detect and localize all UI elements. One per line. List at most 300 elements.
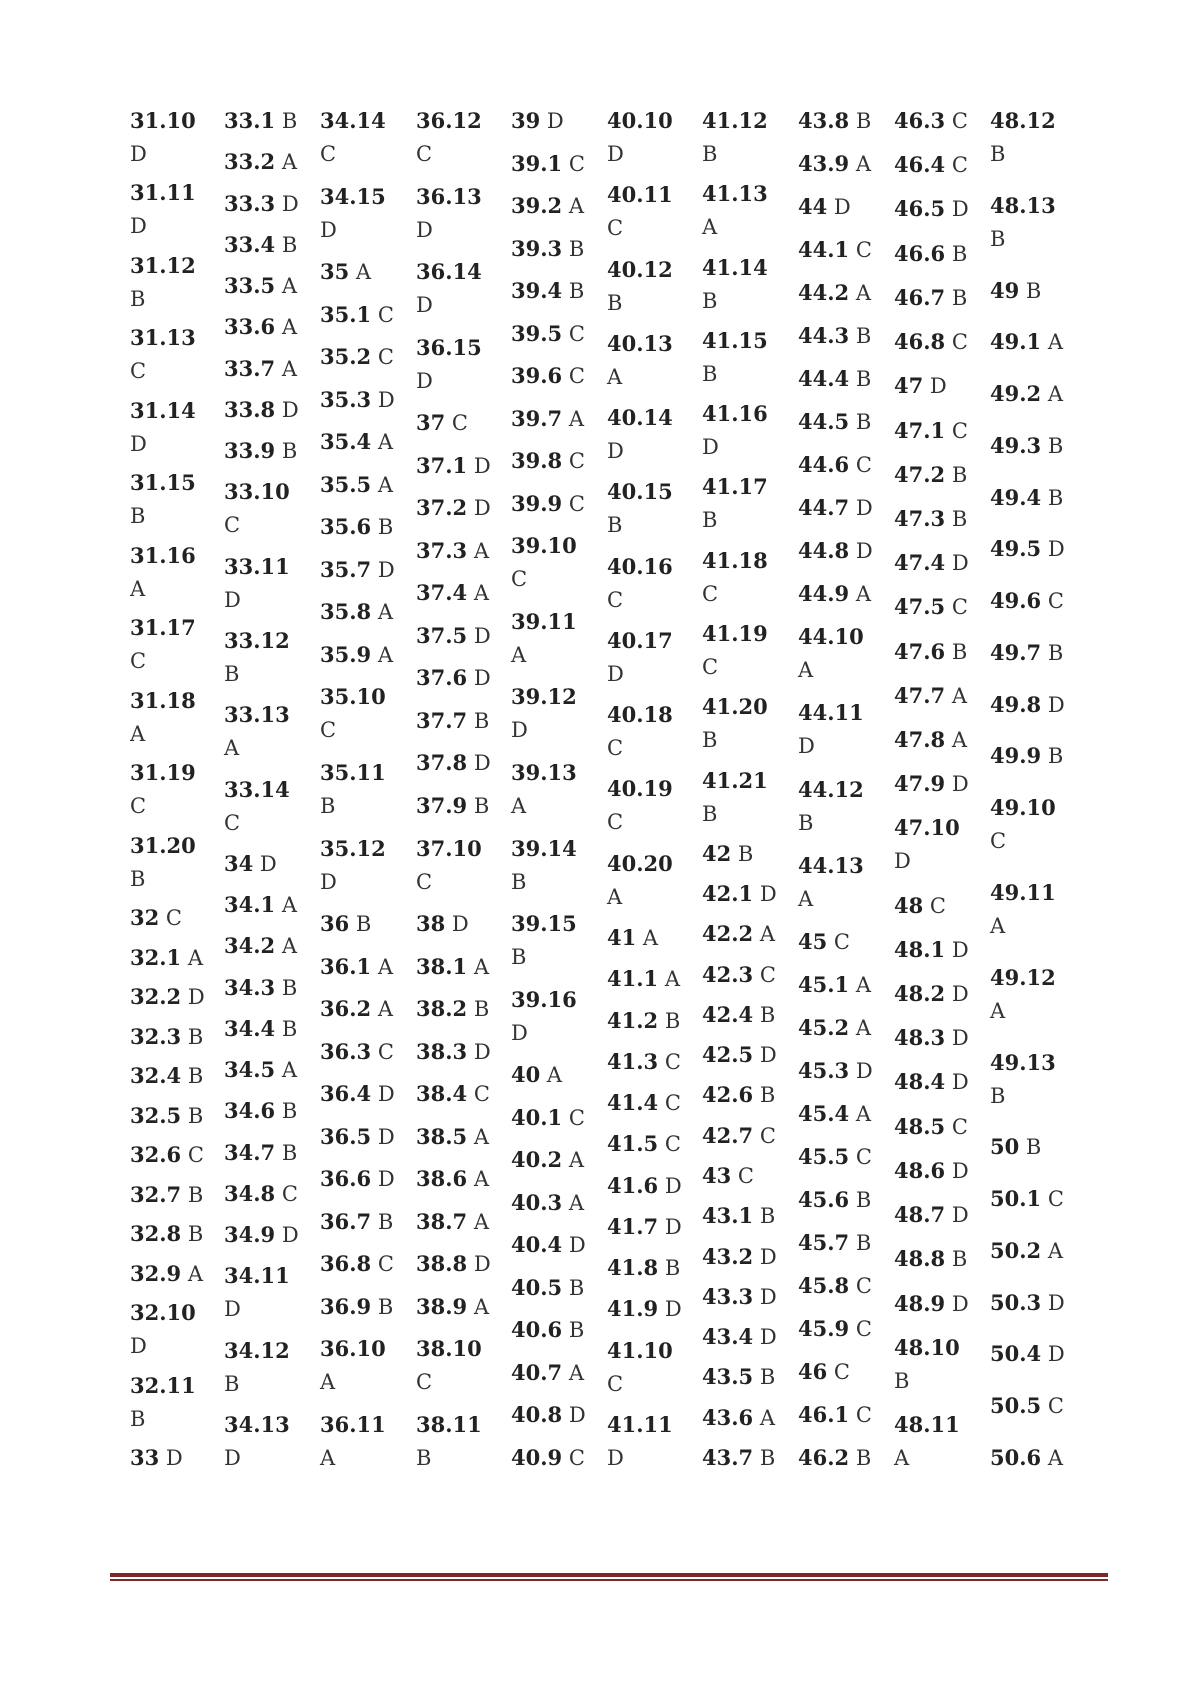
- question-number: 41.7: [607, 1214, 659, 1239]
- answer-letter: B: [855, 1231, 872, 1255]
- answer-letter: A: [187, 946, 204, 970]
- answer-letter: C: [855, 1274, 872, 1298]
- answer-letter: B: [855, 1446, 872, 1470]
- answer-item: [702, 324, 796, 391]
- answer-item: [320, 1120, 414, 1154]
- answer-item: [416, 950, 510, 984]
- answer-letter: D: [320, 218, 337, 242]
- question-number: 48.6: [894, 1158, 946, 1183]
- answer-item: [990, 636, 1084, 670]
- question-number: 36.4: [320, 1081, 372, 1106]
- question-number: 40.14: [607, 405, 673, 430]
- question-number: 33.13: [224, 702, 290, 727]
- answer-item: [798, 1183, 892, 1217]
- question-number: 44.3: [798, 323, 850, 348]
- question-number: 42.7: [702, 1123, 754, 1148]
- answer-letter: C: [281, 1182, 298, 1206]
- answer-item: [511, 232, 605, 266]
- answer-item: [416, 180, 510, 247]
- answer-letter: A: [855, 973, 872, 997]
- question-number: 44.7: [798, 495, 850, 520]
- answer-letter: D: [416, 293, 433, 317]
- answer-item: [894, 767, 988, 801]
- question-number: 33.10: [224, 479, 290, 504]
- question-number: 34.15: [320, 184, 386, 209]
- answer-letter: A: [798, 887, 814, 911]
- question-number: 45.8: [798, 1273, 850, 1298]
- answer-letter: A: [130, 577, 146, 601]
- question-number: 32.11: [130, 1373, 196, 1398]
- answer-letter: A: [473, 1167, 490, 1191]
- question-number: 48.5: [894, 1114, 946, 1139]
- question-number: 49.1: [990, 329, 1042, 354]
- answer-letter: D: [473, 1252, 491, 1276]
- answer-letter: D: [759, 1043, 777, 1067]
- question-number: 40.16: [607, 554, 673, 579]
- question-number: 46.7: [894, 285, 946, 310]
- answer-item: [224, 104, 318, 138]
- answer-letter: B: [281, 1017, 298, 1041]
- answer-letter: D: [1047, 1342, 1065, 1366]
- answer-letter: A: [473, 1210, 490, 1234]
- answer-item: [798, 696, 892, 763]
- answer-letter: B: [990, 227, 1006, 251]
- answer-item: [224, 847, 318, 881]
- answer-item: [416, 1205, 510, 1239]
- question-number: 40.15: [607, 479, 673, 504]
- question-number: 43.9: [798, 151, 850, 176]
- answer-letter: B: [130, 867, 146, 891]
- answer-item: [894, 933, 988, 967]
- question-number: 34.13: [224, 1412, 290, 1437]
- question-number: 31.13: [130, 325, 196, 350]
- answer-letter: C: [702, 655, 719, 679]
- answer-item: [511, 317, 605, 351]
- question-number: 35.8: [320, 599, 372, 624]
- answer-letter: A: [130, 722, 146, 746]
- answer-item: [320, 1077, 414, 1111]
- answer-item: [416, 255, 510, 322]
- answer-item: [224, 1053, 318, 1087]
- answer-item: [511, 359, 605, 393]
- answer-item: [894, 237, 988, 271]
- question-number: 31.11: [130, 180, 196, 205]
- answer-letter: D: [759, 1325, 777, 1349]
- answer-item: [990, 688, 1084, 722]
- question-number: 38.3: [416, 1039, 468, 1064]
- answer-item: [894, 977, 988, 1011]
- answer-item: [990, 189, 1084, 256]
- answer-letter: C: [737, 1164, 754, 1188]
- answer-item: [511, 104, 605, 138]
- question-number: 50.3: [990, 1290, 1042, 1315]
- question-number: 41.5: [607, 1131, 659, 1156]
- question-number: 41.20: [702, 694, 768, 719]
- question-number: 37.2: [416, 495, 468, 520]
- answer-letter: C: [320, 142, 337, 166]
- answer-item: [607, 253, 701, 320]
- answer-item: [702, 104, 796, 171]
- answer-item: [607, 698, 701, 765]
- answer-letter: C: [1047, 1394, 1064, 1418]
- answer-item: [702, 1360, 796, 1394]
- question-number: 38: [416, 911, 446, 936]
- answer-letter: D: [1047, 1291, 1065, 1315]
- question-number: 35.4: [320, 429, 372, 454]
- footer-rule-thin: [110, 1579, 1108, 1581]
- answer-letter: B: [224, 1372, 240, 1396]
- answer-item: [798, 448, 892, 482]
- answer-item: [511, 529, 605, 596]
- answer-item: [894, 1287, 988, 1321]
- question-number: 41.4: [607, 1090, 659, 1115]
- question-number: 36.9: [320, 1294, 372, 1319]
- question-number: 33: [130, 1445, 160, 1470]
- question-number: 38.9: [416, 1294, 468, 1319]
- question-number: 44.1: [798, 237, 850, 262]
- question-number: 36.14: [416, 259, 482, 284]
- answer-letter: A: [798, 658, 814, 682]
- question-number: 47.8: [894, 727, 946, 752]
- question-number: 49.7: [990, 640, 1042, 665]
- answer-letter: B: [855, 324, 872, 348]
- answer-item: [798, 362, 892, 396]
- question-number: 39.15: [511, 911, 577, 936]
- question-number: 40.4: [511, 1232, 563, 1257]
- question-number: 42.2: [702, 921, 754, 946]
- answer-letter: D: [607, 662, 624, 686]
- answer-letter: B: [281, 1141, 298, 1165]
- answer-item: [130, 249, 224, 316]
- answer-item: [320, 1247, 414, 1281]
- answer-letter: B: [281, 1099, 298, 1123]
- answer-letter: D: [224, 1297, 241, 1321]
- answer-item: [416, 1408, 510, 1475]
- question-number: 32: [130, 905, 160, 930]
- answer-item: [224, 1177, 318, 1211]
- question-number: 39.8: [511, 448, 563, 473]
- answer-item: [416, 491, 510, 525]
- answer-letter: C: [951, 109, 968, 133]
- question-number: 42.1: [702, 881, 754, 906]
- answer-item: [798, 1398, 892, 1432]
- answer-item: [130, 1217, 224, 1251]
- question-number: 49.3: [990, 433, 1042, 458]
- question-number: 36.11: [320, 1412, 386, 1437]
- answer-item: [990, 584, 1084, 618]
- answer-letter: D: [702, 435, 719, 459]
- answer-item: [511, 147, 605, 181]
- answer-item: [798, 534, 892, 568]
- question-number: 37.4: [416, 580, 468, 605]
- answer-letter: C: [320, 718, 337, 742]
- answer-letter: B: [951, 507, 968, 531]
- answer-letter: C: [664, 1091, 681, 1115]
- question-number: 48.9: [894, 1291, 946, 1316]
- question-number: 37.5: [416, 623, 468, 648]
- question-number: 41.3: [607, 1049, 659, 1074]
- question-number: 37.6: [416, 665, 468, 690]
- answer-item: [798, 319, 892, 353]
- answer-letter: D: [664, 1215, 682, 1239]
- question-number: 47.6: [894, 639, 946, 664]
- answer-letter: C: [759, 963, 776, 987]
- answer-item: [320, 1408, 414, 1475]
- answer-item: [798, 491, 892, 525]
- question-number: 34.6: [224, 1098, 276, 1123]
- question-number: 49.10: [990, 795, 1056, 820]
- answer-letter: C: [607, 216, 624, 240]
- question-number: 33.1: [224, 108, 276, 133]
- answer-item: [894, 1331, 988, 1398]
- question-number: 44.5: [798, 409, 850, 434]
- answer-item: [320, 638, 414, 672]
- answer-item: [320, 832, 414, 899]
- answer-letter: D: [377, 388, 395, 412]
- answer-item: [511, 907, 605, 974]
- answer-item: [702, 177, 796, 244]
- answer-letter: C: [951, 419, 968, 443]
- question-number: 35.1: [320, 302, 372, 327]
- answer-item: [798, 1226, 892, 1260]
- question-number: 33.5: [224, 273, 276, 298]
- question-number: 44.4: [798, 366, 850, 391]
- answer-letter: D: [951, 1203, 969, 1227]
- question-number: 43: [702, 1163, 732, 1188]
- question-number: 33.8: [224, 397, 276, 422]
- answer-letter: C: [473, 1082, 490, 1106]
- answer-item: [894, 1198, 988, 1232]
- question-number: 34.8: [224, 1181, 276, 1206]
- answer-item: [224, 888, 318, 922]
- question-number: 35.12: [320, 836, 386, 861]
- answer-item: [416, 907, 510, 941]
- answer-item: [130, 1296, 224, 1363]
- question-number: 45.6: [798, 1187, 850, 1212]
- answer-letter: B: [855, 410, 872, 434]
- answer-letter: B: [568, 237, 585, 261]
- answer-letter: C: [224, 513, 241, 537]
- answer-letter: D: [951, 772, 969, 796]
- answer-item: [320, 383, 414, 417]
- answer-letter: B: [759, 1365, 776, 1389]
- question-number: 48.7: [894, 1202, 946, 1227]
- answer-item: [894, 192, 988, 226]
- question-number: 32.1: [130, 945, 182, 970]
- answer-letter: B: [130, 504, 146, 528]
- answer-letter: B: [855, 109, 872, 133]
- answer-item: [990, 1046, 1084, 1113]
- question-number: 35.10: [320, 684, 386, 709]
- answer-letter: B: [951, 242, 968, 266]
- answer-item: [511, 1101, 605, 1135]
- answer-item: [130, 176, 224, 243]
- answer-letter: C: [377, 303, 394, 327]
- answer-letter: D: [607, 439, 624, 463]
- answer-letter: D: [951, 1159, 969, 1183]
- answer-item: [130, 1138, 224, 1172]
- answer-item: [607, 1004, 701, 1038]
- answer-letter: A: [568, 1361, 585, 1385]
- answer-item: [607, 1251, 701, 1285]
- answer-letter: A: [951, 684, 968, 708]
- answer-letter: C: [664, 1050, 681, 1074]
- question-number: 32.7: [130, 1182, 182, 1207]
- answer-item: [320, 104, 414, 171]
- question-number: 39.16: [511, 987, 577, 1012]
- answer-item: [607, 1408, 701, 1475]
- answer-letter: B: [473, 709, 490, 733]
- answer-item: [130, 466, 224, 533]
- answer-letter: D: [855, 1059, 873, 1083]
- answer-item: [894, 1110, 988, 1144]
- question-number: 39.7: [511, 406, 563, 431]
- question-number: 47.9: [894, 771, 946, 796]
- answer-letter: B: [702, 362, 718, 386]
- answer-letter: A: [855, 1016, 872, 1040]
- question-number: 41.11: [607, 1412, 673, 1437]
- answer-letter: B: [568, 279, 585, 303]
- answer-item: [130, 104, 224, 171]
- question-number: 37.1: [416, 453, 468, 478]
- answer-item: [798, 1441, 892, 1475]
- answer-item: [990, 429, 1084, 463]
- answer-item: [702, 470, 796, 537]
- answer-item: [702, 251, 796, 318]
- question-number: 34.14: [320, 108, 386, 133]
- answer-item: [702, 1199, 796, 1233]
- answer-letter: C: [130, 794, 147, 818]
- answer-letter: B: [702, 508, 718, 532]
- answer-letter: C: [951, 153, 968, 177]
- answer-item: [511, 1356, 605, 1390]
- answer-letter: D: [473, 751, 491, 775]
- answer-item: [511, 444, 605, 478]
- answer-item: [416, 1247, 510, 1281]
- answer-letter: B: [1047, 641, 1064, 665]
- answer-item: [224, 145, 318, 179]
- answer-item: [990, 739, 1084, 773]
- question-number: 40.9: [511, 1445, 563, 1470]
- answer-item: [798, 773, 892, 840]
- answer-letter: D: [473, 666, 491, 690]
- answer-item: [607, 772, 701, 839]
- question-number: 36.10: [320, 1336, 386, 1361]
- answer-letter: A: [702, 215, 718, 239]
- answer-item: [416, 1035, 510, 1069]
- answer-letter: B: [1047, 486, 1064, 510]
- question-number: 31.17: [130, 615, 196, 640]
- question-number: 34.2: [224, 933, 276, 958]
- question-number: 43.3: [702, 1284, 754, 1309]
- question-number: 43.4: [702, 1324, 754, 1349]
- answer-item: [702, 958, 796, 992]
- answer-item: [416, 704, 510, 738]
- question-number: 36.7: [320, 1209, 372, 1234]
- question-number: 39: [511, 108, 541, 133]
- answer-item: [702, 397, 796, 464]
- answer-letter: A: [568, 194, 585, 218]
- question-number: 45.3: [798, 1058, 850, 1083]
- question-number: 49.6: [990, 588, 1042, 613]
- answer-letter: C: [568, 449, 585, 473]
- question-number: 49.5: [990, 536, 1042, 561]
- answer-item: [320, 425, 414, 459]
- question-number: 38.1: [416, 954, 468, 979]
- answer-letter: A: [281, 893, 298, 917]
- question-number: 45.2: [798, 1015, 850, 1040]
- answer-letter: C: [224, 811, 241, 835]
- answer-letter: D: [377, 1082, 395, 1106]
- answer-item: [511, 983, 605, 1050]
- question-number: 46.3: [894, 108, 946, 133]
- answer-letter: D: [377, 1125, 395, 1149]
- answer-item: [320, 680, 414, 747]
- question-number: 32.5: [130, 1103, 182, 1128]
- answer-letter: B: [473, 794, 490, 818]
- answer-item: [990, 876, 1084, 943]
- question-number: 42.5: [702, 1042, 754, 1067]
- answer-item: [798, 405, 892, 439]
- answer-item: [320, 180, 414, 247]
- answer-item: [416, 449, 510, 483]
- answer-item: [798, 1054, 892, 1088]
- answer-item: [224, 624, 318, 691]
- question-number: 34.1: [224, 892, 276, 917]
- question-number: 33.6: [224, 314, 276, 339]
- answer-item: [798, 1269, 892, 1303]
- answer-item: [320, 553, 414, 587]
- answer-letter: C: [759, 1124, 776, 1148]
- answer-letter: B: [855, 367, 872, 391]
- question-number: 38.7: [416, 1209, 468, 1234]
- answer-letter: B: [511, 945, 527, 969]
- answer-item: [130, 1441, 224, 1475]
- answer-letter: A: [855, 281, 872, 305]
- question-number: 48.13: [990, 193, 1056, 218]
- answer-letter: A: [320, 1370, 336, 1394]
- question-number: 49.2: [990, 381, 1042, 406]
- answer-item: [320, 510, 414, 544]
- question-number: 33.14: [224, 777, 290, 802]
- question-number: 48.11: [894, 1412, 960, 1437]
- answer-item: [320, 907, 414, 941]
- question-number: 43.2: [702, 1244, 754, 1269]
- question-number: 36.6: [320, 1166, 372, 1191]
- answer-item: [320, 1332, 414, 1399]
- answer-item: [607, 847, 701, 914]
- answer-item: [798, 233, 892, 267]
- answer-item: [990, 104, 1084, 171]
- answer-letter: B: [473, 997, 490, 1021]
- answer-item: [798, 1011, 892, 1045]
- question-number: 32.6: [130, 1142, 182, 1167]
- answer-letter: D: [281, 398, 299, 422]
- question-number: 40.10: [607, 108, 673, 133]
- answer-letter: B: [951, 463, 968, 487]
- question-number: 40.6: [511, 1317, 563, 1342]
- question-number: 40.13: [607, 331, 673, 356]
- answer-letter: D: [951, 1292, 969, 1316]
- answer-item: [894, 723, 988, 757]
- answer-item: [990, 377, 1084, 411]
- answer-letter: D: [664, 1297, 682, 1321]
- answer-item: [702, 877, 796, 911]
- answer-letter: B: [1025, 1135, 1042, 1159]
- answer-column: [320, 104, 414, 1504]
- answer-letter: D: [130, 432, 147, 456]
- question-number: 41: [607, 925, 637, 950]
